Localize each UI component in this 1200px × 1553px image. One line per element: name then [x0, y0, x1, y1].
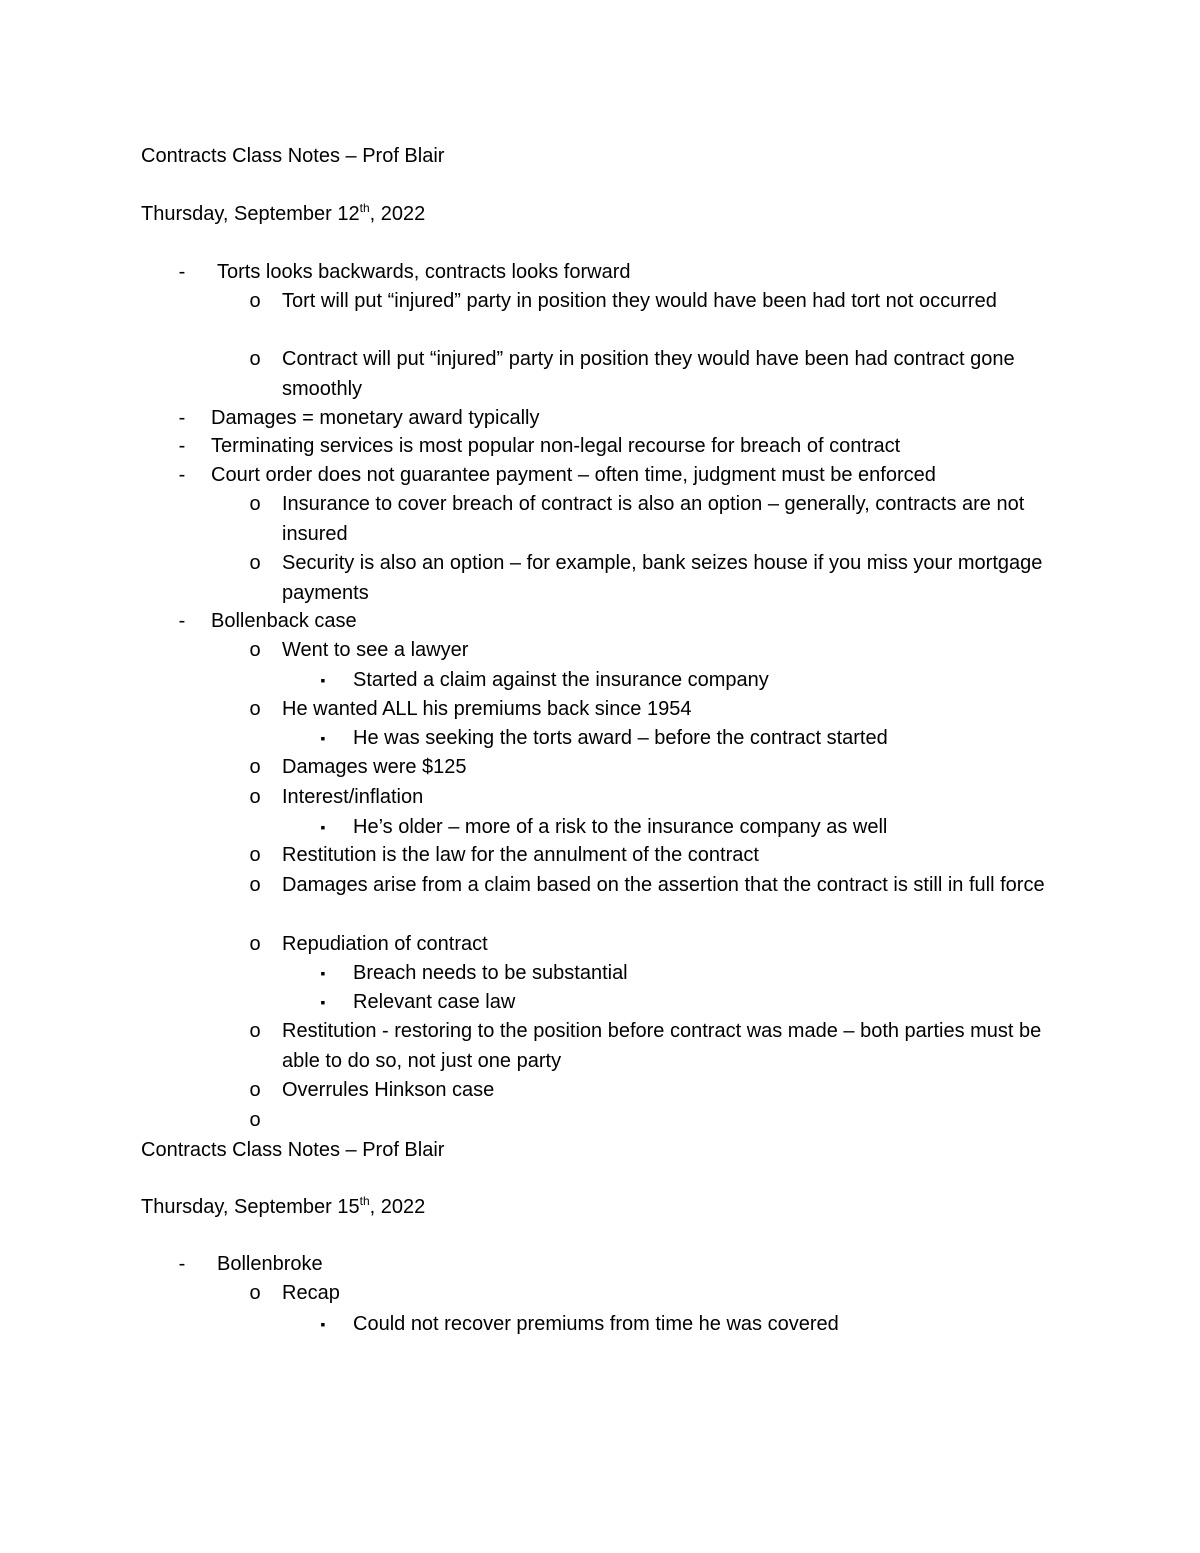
dash-bullet: -	[178, 464, 186, 486]
list-item: ▪ Relevant case law	[317, 987, 515, 1017]
list-item: - Bollenback case	[141, 606, 357, 636]
list-item: o Damages were $125	[247, 752, 467, 782]
list-item: o Damages arise from a claim based on the assertion that the contract is still in full force	[247, 870, 1067, 900]
list-item	[247, 1105, 282, 1135]
list-item: ▪ He’s older – more of a risk to the insurance company as well	[317, 812, 887, 842]
circle-bullet: o	[249, 290, 261, 312]
circle-bullet: o	[249, 1079, 261, 1101]
circle-bullet: o	[249, 933, 261, 955]
list-item: o Overrules Hinkson case	[247, 1075, 494, 1105]
section-date: Thursday, September 12th, 2022	[141, 201, 426, 225]
list-item: ▪ He was seeking the torts award – before the contract started	[317, 723, 888, 753]
list-item: - Bollenbroke	[141, 1249, 323, 1279]
list-item: ▪ Started a claim against the insurance company	[317, 665, 769, 695]
list-item: o Went to see a lawyer	[247, 635, 468, 665]
list-item: o Repudiation of contract	[247, 929, 488, 959]
section-title: Contracts Class Notes – Prof Blair	[141, 145, 445, 167]
circle-bullet: o	[249, 552, 261, 574]
list-item: o Contract will put “injured” party in position they would have been had contract gone smoothly	[247, 344, 1057, 404]
list-item: - Torts looks backwards, contracts looks forward	[141, 257, 631, 287]
square-bullet: ▪	[320, 965, 326, 981]
list-item: - Damages = monetary award typically	[141, 403, 539, 433]
circle-bullet: o	[249, 493, 261, 515]
square-bullet: ▪	[320, 730, 326, 746]
square-bullet: ▪	[320, 1316, 326, 1332]
section-title: Contracts Class Notes – Prof Blair	[141, 1139, 445, 1161]
list-item: ▪ Could not recover premiums from time he was covered	[317, 1309, 839, 1339]
list-item: - Terminating services is most popular non-legal recourse for breach of contract	[141, 431, 900, 461]
list-item: o He wanted ALL his premiums back since 1954	[247, 694, 691, 724]
list-item: o Restitution - restoring to the position before contract was made – both parties must be able to do so, not just one party	[247, 1016, 1057, 1076]
circle-bullet: o	[249, 786, 261, 808]
circle-bullet: o	[249, 756, 261, 778]
square-bullet: ▪	[320, 672, 326, 688]
list-item: o Restitution is the law for the annulment of the contract	[247, 840, 759, 870]
circle-bullet: o	[249, 639, 261, 661]
list-item: o Security is also an option – for example, bank seizes house if you miss your mortgage payments	[247, 548, 1057, 608]
circle-bullet: o	[249, 844, 261, 866]
circle-bullet: o	[249, 874, 261, 896]
dash-bullet: -	[178, 1253, 186, 1275]
circle-bullet: o	[249, 1109, 261, 1131]
circle-bullet: o	[249, 1020, 261, 1042]
list-item: o Interest/inflation	[247, 782, 423, 812]
list-item: o Tort will put “injured” party in position they would have been had tort not occurred	[247, 286, 1057, 316]
circle-bullet: o	[249, 348, 261, 370]
list-item: ▪ Breach needs to be substantial	[317, 958, 628, 988]
section-date: Thursday, September 15th, 2022	[141, 1194, 426, 1218]
circle-bullet: o	[249, 1282, 261, 1304]
list-item: o Insurance to cover breach of contract is also an option – generally, contracts are not insured	[247, 489, 1057, 549]
dash-bullet: -	[178, 261, 186, 283]
list-item: - Court order does not guarantee payment – often time, judgment must be enforced	[141, 460, 936, 490]
square-bullet: ▪	[320, 994, 326, 1010]
circle-bullet: o	[249, 698, 261, 720]
dash-bullet: -	[178, 407, 186, 429]
dash-bullet: -	[178, 610, 186, 632]
dash-bullet: -	[178, 435, 186, 457]
square-bullet: ▪	[320, 819, 326, 835]
list-item: o Recap	[247, 1278, 340, 1308]
